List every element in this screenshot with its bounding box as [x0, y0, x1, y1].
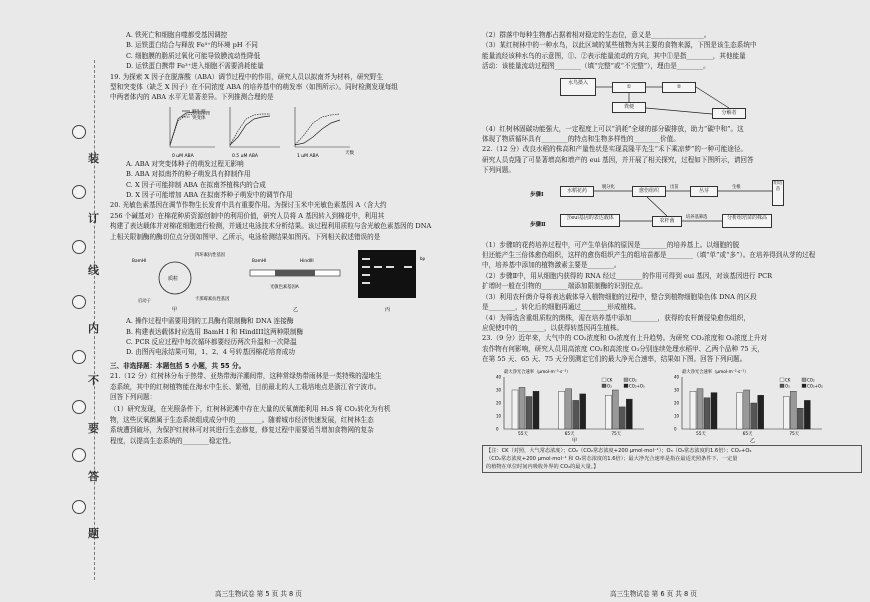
bar-CK [559, 391, 565, 429]
photosynthesis-charts [482, 367, 862, 443]
legend-swatch [624, 378, 628, 382]
bar-CO₂+O₃ [626, 399, 632, 429]
option: A. 操作过程中需要用到的工具酶有限制酶和 DNA 连接酶 [126, 317, 294, 326]
binding-hole-icon [72, 125, 86, 139]
legend-label: CO₂ [629, 377, 637, 383]
legend-label: O₃ [607, 383, 612, 389]
y-tick-label: 30 [674, 387, 680, 393]
page-5 [110, 30, 470, 446]
legend-swatch [602, 384, 606, 388]
x-axis-label: 天数 [345, 150, 354, 156]
question-21-part: 物，这些厌氧菌属于生态系统组成成分中的________。随着城市经济快速发展，红树林生态 [110, 415, 374, 424]
panel-label: 0 μM ABA [172, 153, 194, 157]
question-21-part: 能量流经该种水鸟的示意图，①、②表示能量流动的方向，其中①是指________，其他能量 [482, 51, 746, 60]
binding-hole-icon [72, 295, 86, 309]
legend-label: CO₂+O₃ [629, 383, 645, 389]
arrow-label: 脱分化 [602, 184, 615, 190]
figure-20 [110, 244, 470, 314]
page-footer: 高三生物试卷 第 6 页 共 8 页 [610, 590, 697, 598]
bar-CO₂+O₃ [533, 391, 539, 429]
question-22-part: 应促使Ⅰ中的________，以获得转基因再生植株。 [482, 323, 624, 332]
option: A. 铁死亡和细胞自噬都受基因调控 [126, 31, 228, 39]
bar-CK [690, 391, 696, 429]
y-tick-label: 20 [496, 400, 502, 406]
question-21-part: 活动：该能量流动过程图________（填“完整”或“不完整”），理由是________。 [482, 62, 710, 71]
question-20: 构建了表达载体并对棉花细胞进行检测，并通过电泳技术分析结果。该过程利用质粒与含光敏色素基因的 DNA [110, 222, 432, 231]
y-tick-label: 0 [674, 426, 677, 432]
y-tick-label: 40 [496, 374, 502, 380]
legend-swatch [780, 378, 784, 382]
caption-a: 甲 [172, 307, 178, 314]
binding-hole-icon [72, 240, 86, 254]
legend-label: CO₂ [807, 377, 815, 383]
y-tick-label: 20 [674, 400, 680, 406]
question-19: 19. 为探索 X 因子在脱落酸（ABA）调节过程中的作用，研究人员以拟南芥为材料，研究野生 [110, 72, 384, 81]
x-tick-label: 65天 [564, 431, 575, 437]
bar-CK [737, 392, 743, 428]
step-box-callus: 愈伤组织 [632, 186, 666, 197]
germination-chart [110, 105, 470, 157]
option: D. 由图丙电泳结果可知，1、2、4 号转基因棉花培育成功 [126, 348, 295, 357]
legend-swatch [624, 384, 628, 388]
legend-swatch [780, 384, 784, 388]
option: B. 构建表达载体时应选用 BamH I 和 HindIII这两种限制酶 [126, 327, 304, 336]
note-line: 的植物在单位时间内吸收外界的 CO₂的最大量。】 [486, 463, 599, 470]
question-22-part: （1）步骤Ⅰ的花药培养过程中，可产生单倍体的原因是________的培养基上。以细胞的脱 [482, 240, 740, 249]
legend-swatch [802, 378, 806, 382]
figure-note [482, 445, 862, 473]
question-21-part: （3）某红树林中的一种水鸟，以此区域的某些植物为其主要的食物来源，下图是该生态系统中 [482, 41, 757, 50]
option: D. X 因子可能增加 ABA 在拟南芥种子萌发中的调节作用 [126, 191, 293, 200]
flow-box-decomposer: 分解者 [712, 108, 746, 119]
step-box-height: 分析组培苗的株高 [722, 214, 772, 228]
binding-label: 答 [88, 470, 99, 483]
step-box-agro: 农杆菌 [652, 216, 682, 227]
question-22: 下列问题。 [482, 166, 515, 175]
binding-label: 不 [88, 374, 99, 387]
question-19: 型和突变体（缺乏 X 因子）在不同浓度 ABA 的培养基中的萌发率（如图所示）。同时检测发现每组 [110, 83, 398, 92]
gene-segment [275, 270, 315, 276]
question-23: 农作物有何影响，研究人员用高浓度 CO₂和高浓度 O₃分别连续处理水稻甲、乙两个品种 75 天， [482, 344, 764, 353]
energy-flow-diagram [482, 74, 862, 122]
binding-label: 题 [88, 527, 99, 540]
bp-label: bp [420, 256, 426, 262]
option: B. ABA 对拟南芥的种子萌发具有抑制作用 [126, 170, 251, 179]
step-box-anther: 水稻花药 [560, 186, 594, 197]
binding-hole-icon [72, 350, 86, 364]
question-20: 20. 光敏色素基因在调节作物生长发育中具有重要作用。为探讨玉米中光敏色素基因 A（含大约 [110, 201, 387, 210]
marker-label: 四环素抗性基因 [195, 253, 226, 259]
question-21-part: 系统遭到破坏，为保护红树林可对其进行生态修复，修复过程中需要适当增加食物网的复杂 [110, 426, 374, 435]
step-box-bud: 丛芽 [690, 186, 718, 197]
x-tick-label: 75天 [611, 431, 622, 437]
promoter-label: 启动子 [138, 299, 151, 305]
bar-CO₂+O₃ [711, 392, 717, 428]
bar-O₃ [573, 400, 579, 429]
legend-label: 野生型 [192, 109, 206, 115]
section-heading: 三、非选择题：本题包括 5 小题，共 55 分。 [110, 361, 246, 370]
bar-O₃ [526, 396, 532, 429]
flow-box-feces: 粪便 [612, 102, 646, 113]
question-22-part: 中，培养基中添加的植物激素主要是________。 [482, 261, 621, 270]
step-arrows [482, 178, 862, 238]
question-21-part: （2）群落中每种生物都占据着相对稳定的生态位，意义是________________。 [482, 31, 711, 39]
question-19: 中两者体内的 ABA 水平无显著差异。下列推测合理的是 [110, 93, 274, 102]
plasmid-label: 质粒 [168, 276, 179, 283]
bar-CO₂+O₃ [758, 395, 764, 429]
question-21: 21.（12 分）红树林分布于热带、亚热带海洋潮间带，这种常绿热带雨林是一类特殊的湿地生 [110, 372, 382, 381]
question-22: 研究人员克隆了可显著增高和增产的 eui 基因，并开展了相关探究，过程如下图所示，请回答 [482, 155, 754, 164]
bar-CK [783, 396, 789, 429]
legend-label: 突变体 [192, 115, 206, 121]
legend-label: CK [785, 377, 791, 383]
x-tick-label: 55天 [696, 431, 706, 437]
binding-label: 内 [88, 322, 99, 335]
panel-label: 1 μM ABA [297, 153, 319, 157]
panel-label: 0.5 μM ABA [232, 153, 259, 157]
legend-label: CK [607, 377, 613, 383]
question-22-part: （4）为筛选含重组质粒的菌株，需在培养基中添加________，获得的农杆菌侵染愈伤组织， [482, 313, 750, 322]
y-tick-label: 10 [496, 413, 502, 419]
question-23: 23.（9 分）近年来，大气中的 CO₂浓度和 O₃浓度有上升趋势。为研究 CO₂浓度和 O₃浓度上升对 [482, 334, 768, 343]
bar-O₃ [619, 406, 625, 428]
legend-swatch [802, 384, 806, 388]
bar-CO₂+O₃ [804, 400, 810, 429]
question-22-part: （2）步骤Ⅱ中，用从细胞内获得的 RNA 经过________的作用可得到 eui 基因，对该基因进行 PCR [482, 271, 773, 280]
note-line: 【注：CK（对照，大气常态浓度）；CO₂（CO₂常态浓度+200 μmol·mol⁻¹）；O₃（O₃常态浓度的1.6倍）；CO₂+O₃ [486, 447, 752, 454]
figure-20-drawing [110, 244, 470, 314]
question-22-part: 但还能产生三倍体愈伤组织，这样的愈伤组织产生的组培苗都是________（填“单”或“多”）。在培养得到从芽的过程 [482, 251, 816, 260]
bar-CO₂ [566, 388, 572, 428]
x-tick-label: 75天 [789, 431, 800, 437]
y-tick-label: 30 [496, 387, 502, 393]
flow-box-2: ② [662, 82, 696, 93]
bar-O₃ [797, 408, 803, 429]
bar-CK [605, 395, 611, 429]
legend-swatch [602, 378, 606, 382]
germination-figure [110, 105, 470, 157]
question-20: 上相关限制酶的酶切位点分别如图甲、乙所示，电泳检测结果如图丙。下列相关叙述错误的是 [110, 232, 381, 241]
binding-hole-icon [72, 448, 86, 462]
y-tick-label: 0 [496, 426, 499, 432]
question-21-part: （4）红树林固碳功能强大，一定程度上可以“消耗”全球的部分碳排放，助力“碳中和”。这 [482, 124, 744, 133]
x-tick-label: 65天 [742, 431, 753, 437]
y-tick-label: 10 [674, 413, 680, 419]
legend-label: O₃ [785, 383, 790, 389]
bar-O₃ [751, 403, 757, 429]
arrow-label: 培养基筛选 [686, 214, 708, 220]
hindiii-label: HindIII [300, 259, 314, 265]
legend-label: CO₂+O₃ [807, 383, 823, 389]
question-20: 256 个碱基对）在棉花种质资源创制中的利用价值，研究人员将 A 基因转入到棉花中，利用其 [110, 211, 385, 220]
question-22-part: （3）利用农杆菌介导将表达载体导入植物细胞的过程中，整合到植物细胞染色体 DNA 的区段 [482, 292, 757, 301]
question-22: 22.（12 分）改良水稻的株高和产量性状是实现袁隆平先生“禾下乘凉梦”的一种可能途径。 [482, 145, 748, 154]
page-6 [482, 30, 862, 473]
arrow-label: 生根 [732, 184, 741, 190]
step-diagram [482, 178, 862, 238]
chart-b-caption: 乙 [750, 437, 756, 443]
option: A. ABA 对突变体种子的萌发过程无影响 [126, 159, 244, 168]
binding-label: 线 [88, 264, 99, 277]
question-22-part: 扩增时一般在引物的________端添加限制酶的识别位点。 [482, 282, 647, 291]
bar-CO₂ [519, 387, 525, 429]
caption-b: 乙 [293, 307, 299, 314]
flow-arrows [482, 74, 862, 122]
arrow-label: 出苗 [670, 184, 679, 190]
binding-hole-icon [72, 500, 86, 514]
step-2-label: 步骤Ⅱ [530, 221, 546, 228]
option: C. 细胞膜的脂质过氧化可能导致膜流动性降低 [126, 51, 261, 60]
binding-label: 订 [88, 212, 99, 225]
binding-hole-icon [72, 185, 86, 199]
bamhi-label: BamHI [132, 259, 147, 265]
option: D. 运铁蛋白携带 Fe³⁺进入细胞不需要消耗能量 [126, 62, 264, 71]
note-line: （CO₂常态浓度+200 μmol·mol⁻¹ 和 O₃常态浓度的1.6倍）；最大净光合速率是指在最适光照条件下，一定量 [486, 455, 738, 462]
option: C. X 因子可能抑制 ABA 在拟南芥植株内的合成 [126, 180, 266, 189]
question-21-part: 程度，以提高生态系统的________稳定性。 [110, 436, 236, 445]
bar-CO₂ [744, 390, 750, 429]
flow-box-1: ① [612, 82, 646, 93]
bar-CO₂ [697, 388, 703, 428]
option: B. 运铁蛋白结合与释放 Fe³⁺的环境 pH 不同 [126, 41, 258, 50]
binding-label: 装 [88, 152, 99, 165]
page-footer: 高三生物试卷 第 5 页 共 8 页 [215, 590, 302, 598]
question-21-part: 体现了物质循环具有________的特点和生物多样性的________价值。 [482, 135, 680, 144]
y-tick-label: 40 [674, 374, 680, 380]
bar-CO₂ [612, 390, 618, 429]
step-1-label: 步骤Ⅰ [530, 191, 544, 198]
question-22-part: 是________，转化后的细胞再通过________形成植株。 [482, 303, 641, 312]
binding-hole-icon [72, 400, 86, 414]
resist-label: 卡那霉素抗性基因 [195, 297, 230, 303]
question-21-part: （1）研究发现，在光照条件下，红树林泥滩中存在大量的厌氧菌能利用 H₂S 将 CO₂转化为有机 [110, 405, 391, 414]
step-box-vector: 含eui基因的表达载体 [560, 214, 620, 227]
question-23: 在第 55 天、65 天、75 天分别测定它们的最大净光合速率，结果如下图。回答下列问题。 [482, 355, 747, 364]
chart-a-title: 最大净光合速率（μmol·m⁻²·s⁻¹） [504, 369, 571, 375]
bar-O₃ [704, 397, 710, 428]
x-tick-label: 55天 [518, 431, 528, 437]
question-21: 回答下列问题： [110, 392, 157, 401]
bar-CK [512, 390, 518, 429]
gene-label: 光敏色素基因A [270, 285, 299, 291]
bar-CO₂+O₃ [580, 393, 586, 428]
binding-label: 要 [88, 422, 99, 435]
option: C. PCR 反应过程中每次循环都要经历两次升温和一次降温 [126, 337, 297, 346]
flow-box-intake: 水鸟摄入 [560, 78, 596, 96]
chart-a-caption: 甲 [572, 437, 578, 443]
question-21: 态系统，其中的红树植物能在海水中生长、繁殖，目前最北的人工栽培地点是浙江省宁波市。 [110, 382, 381, 391]
chart-b-title: 最大净光合速率（μmol·m⁻²·s⁻¹） [682, 369, 749, 375]
caption-c: 丙 [385, 307, 391, 314]
bar-CO₂ [790, 391, 796, 429]
step-box-seedling: 组培苗 [772, 180, 784, 206]
bar-charts [482, 367, 862, 443]
bamhi-label: BamHI [252, 259, 267, 265]
